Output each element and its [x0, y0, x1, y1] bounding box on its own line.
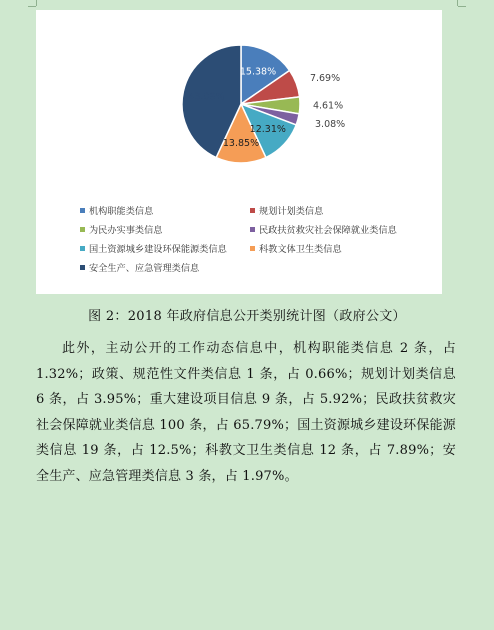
legend-swatch: [80, 227, 85, 232]
pie-slice-label: 43.08%: [188, 91, 225, 103]
pie-chart: [36, 10, 442, 200]
pie-slice-label: 12.31%: [249, 123, 286, 135]
legend-swatch: [250, 227, 255, 232]
legend-label: 国土资源城乡建设环保能源类信息: [89, 244, 227, 255]
legend-swatch: [80, 265, 85, 270]
legend-swatch: [80, 208, 85, 213]
pie-slice-label: 4.61%: [312, 100, 344, 112]
pie-slice-label: 7.69%: [309, 72, 341, 84]
legend-label: 为民办实事类信息: [89, 225, 163, 236]
legend-swatch: [250, 208, 255, 213]
legend-item: [80, 241, 227, 255]
legend-label: 机构职能类信息: [89, 206, 154, 217]
legend-swatch: [250, 246, 255, 251]
legend-label: 安全生产、应急管理类信息: [89, 263, 200, 274]
body-paragraph: 此外，主动公开的工作动态信息中，机构职能类信息 2 条，占 1.32%；政策、规范性文件类信息 1 条，占 0.66%；规划计划类信息 6 条，占 3.95%；重大建设项目信息 9 条，占 5.92%；民政扶贫救灾社会保障就业类信息 100 条，占 65.79%；国土资源城乡建设环保能源类信息 19 条，占 12.5%；科教文卫生类信息 12 条，占 7.89%；安全生产、应急管理类信息 3 条，占 1.97%。: [36, 341, 456, 484]
figure-caption: 图 2：2018 年政府信息公开类别统计图（政府公文）: [88, 309, 406, 324]
pie-slice-label: 13.85%: [222, 137, 260, 149]
pie-chart-panel: [36, 10, 442, 294]
legend-label: 科教文体卫生类信息: [259, 244, 342, 255]
crop-mark-left-horizontal: [28, 6, 36, 7]
legend-label: 规划计划类信息: [259, 206, 324, 217]
pie-slice-label: 15.38%: [239, 66, 277, 78]
legend-item: [80, 260, 199, 274]
legend-item: [250, 222, 397, 236]
crop-mark-right-horizontal: [458, 6, 466, 7]
crop-mark-left-vertical: [36, 0, 37, 6]
legend-label: 民政扶贫救灾社会保障就业类信息: [259, 225, 397, 236]
legend-swatch: [80, 246, 85, 251]
pie-slice-label: 3.08%: [315, 119, 346, 131]
legend-item: [80, 203, 153, 217]
legend-item: [80, 222, 163, 236]
legend-item: [250, 241, 342, 255]
legend-item: [250, 203, 323, 217]
